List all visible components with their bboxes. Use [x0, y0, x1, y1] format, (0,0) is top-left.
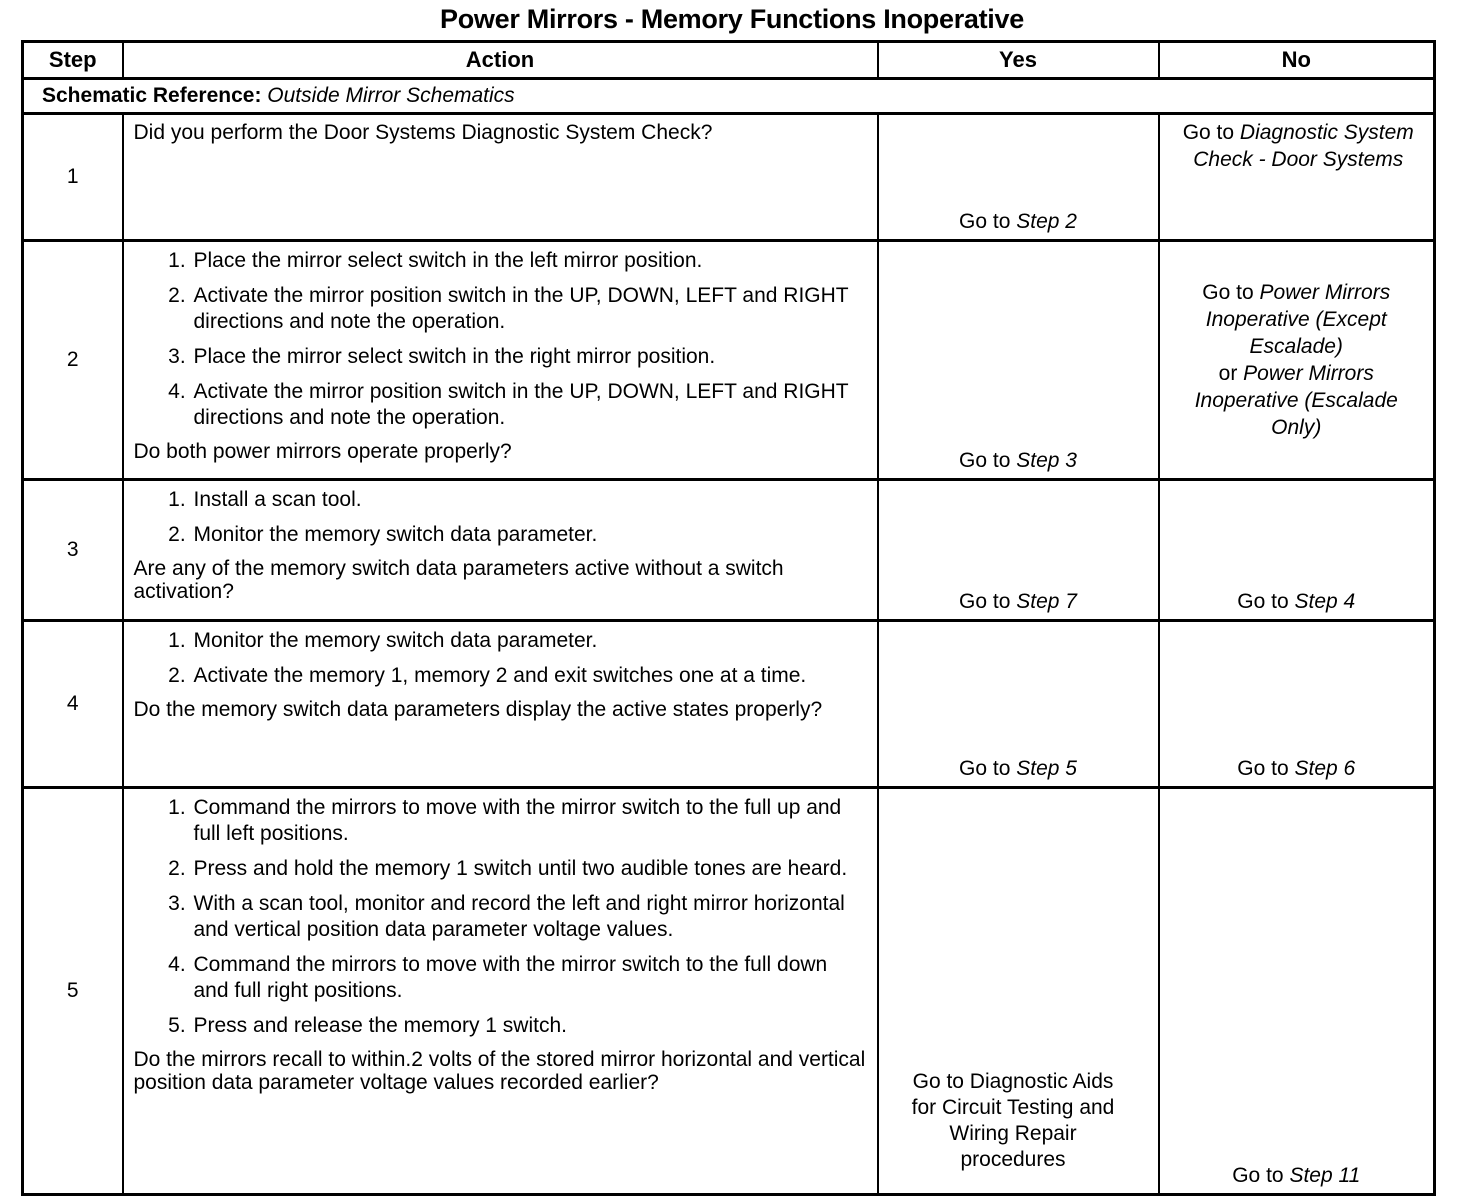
yes-prefix: Go to: [959, 449, 1011, 472]
yes-cell: [878, 241, 1159, 480]
yes-link[interactable]: Step 2: [1016, 210, 1077, 233]
no-connector: or: [1218, 362, 1238, 385]
header-no: No: [1159, 42, 1435, 79]
substep: 2. Press and hold the memory 1 switch until two audible tones are heard.: [192, 856, 867, 882]
substep: 1. Command the mirrors to move with the mirror switch to the full up and full left positions.: [192, 795, 867, 847]
no-link-alt[interactable]: Power Mirrors Inoperative (Escalade Only): [1194, 362, 1398, 439]
no-prefix: Go to: [1202, 281, 1254, 304]
table-row: [23, 480, 1435, 621]
no-cell: [1159, 621, 1435, 788]
substep: 1. Monitor the memory switch data parameter.: [192, 628, 867, 654]
no-cell: [1159, 788, 1435, 1195]
yes-text[interactable]: Go to Diagnostic Aids for Circuit Testing and Wiring Repair procedures: [911, 1070, 1115, 1171]
yes-cell: [878, 480, 1159, 621]
action-cell: [123, 788, 878, 1195]
no-cell: [1159, 241, 1435, 480]
step-question: Did you perform the Door Systems Diagnostic System Check?: [133, 121, 713, 144]
header-step: Step: [23, 42, 123, 79]
yes-prefix: Go to: [959, 757, 1011, 780]
no-prefix: Go to: [1182, 121, 1235, 144]
yes-link[interactable]: Step 5: [1016, 757, 1077, 780]
step-question: Are any of the memory switch data parameters active without a switch activation?: [133, 557, 784, 603]
yes-cell: [878, 621, 1159, 788]
page-title: Power Mirrors - Memory Functions Inoperative: [440, 4, 1024, 34]
schematic-reference-label: Schematic Reference:: [42, 84, 262, 107]
action-cell: [123, 621, 878, 788]
header-action: Action: [123, 42, 878, 79]
step-number: 3: [23, 480, 123, 621]
action-cell: [123, 114, 878, 241]
no-link[interactable]: Power Mirrors Inoperative (Except Escalade): [1205, 281, 1391, 358]
yes-link[interactable]: Step 7: [1016, 590, 1077, 613]
substep: 3. Place the mirror select switch in the right mirror position.: [192, 344, 867, 370]
diagnostic-table: [21, 40, 1436, 1196]
substep: 2. Monitor the memory switch data parameter.: [192, 522, 867, 548]
action-cell: [123, 241, 878, 480]
no-prefix: Go to: [1237, 757, 1289, 780]
schematic-reference-row: [23, 79, 1435, 114]
header-yes: Yes: [878, 42, 1159, 79]
step-question: Do the mirrors recall to within.2 volts of the stored mirror horizontal and vertical position data parameter voltage values recorded earlier?: [133, 1048, 866, 1094]
table-row: [23, 788, 1435, 1195]
no-cell: [1159, 480, 1435, 621]
substep: 4. Command the mirrors to move with the mirror switch to the full down and full right positions.: [192, 952, 867, 1004]
substep-list: [134, 248, 867, 431]
substep-list: [134, 795, 867, 1039]
no-link[interactable]: Step 11: [1289, 1164, 1361, 1187]
yes-cell: [878, 788, 1159, 1195]
substep-list: [134, 628, 867, 689]
step-number: 4: [23, 621, 123, 788]
step-question: Do the memory switch data parameters display the active states properly?: [133, 698, 823, 721]
yes-prefix: Go to: [959, 210, 1011, 233]
schematic-reference: [23, 79, 1435, 114]
yes-prefix: Go to: [959, 590, 1011, 613]
no-link[interactable]: Step 4: [1294, 590, 1356, 613]
substep-list: [134, 487, 867, 548]
step-question: Do both power mirrors operate properly?: [133, 440, 512, 463]
table-row: [23, 241, 1435, 480]
substep: 2. Activate the memory 1, memory 2 and exit switches one at a time.: [192, 663, 867, 689]
step-number: 2: [23, 241, 123, 480]
no-prefix: Go to: [1232, 1164, 1284, 1187]
table-row: [23, 621, 1435, 788]
no-prefix: Go to: [1237, 590, 1289, 613]
header-row: [23, 42, 1435, 79]
substep: 2. Activate the mirror position switch in the UP, DOWN, LEFT and RIGHT directions and note the operation.: [192, 283, 867, 335]
schematic-reference-link[interactable]: Outside Mirror Schematics: [267, 84, 515, 107]
table-row: [23, 114, 1435, 241]
yes-link[interactable]: Step 3: [1016, 449, 1077, 472]
no-link[interactable]: Diagnostic System Check - Door Systems: [1193, 121, 1414, 171]
substep: 4. Activate the mirror position switch in the UP, DOWN, LEFT and RIGHT directions and note the operation.: [192, 379, 867, 431]
no-cell: [1159, 114, 1435, 241]
substep: 1. Place the mirror select switch in the left mirror position.: [192, 248, 867, 274]
substep: 3. With a scan tool, monitor and record the left and right mirror horizontal and vertical position data parameter voltage values.: [192, 891, 867, 943]
substep: 1. Install a scan tool.: [192, 487, 867, 513]
yes-cell: [878, 114, 1159, 241]
action-cell: [123, 480, 878, 621]
no-link[interactable]: Step 6: [1294, 757, 1356, 780]
substep: 5. Press and release the memory 1 switch.: [192, 1013, 867, 1039]
step-number: 1: [23, 114, 123, 241]
step-number: 5: [23, 788, 123, 1195]
